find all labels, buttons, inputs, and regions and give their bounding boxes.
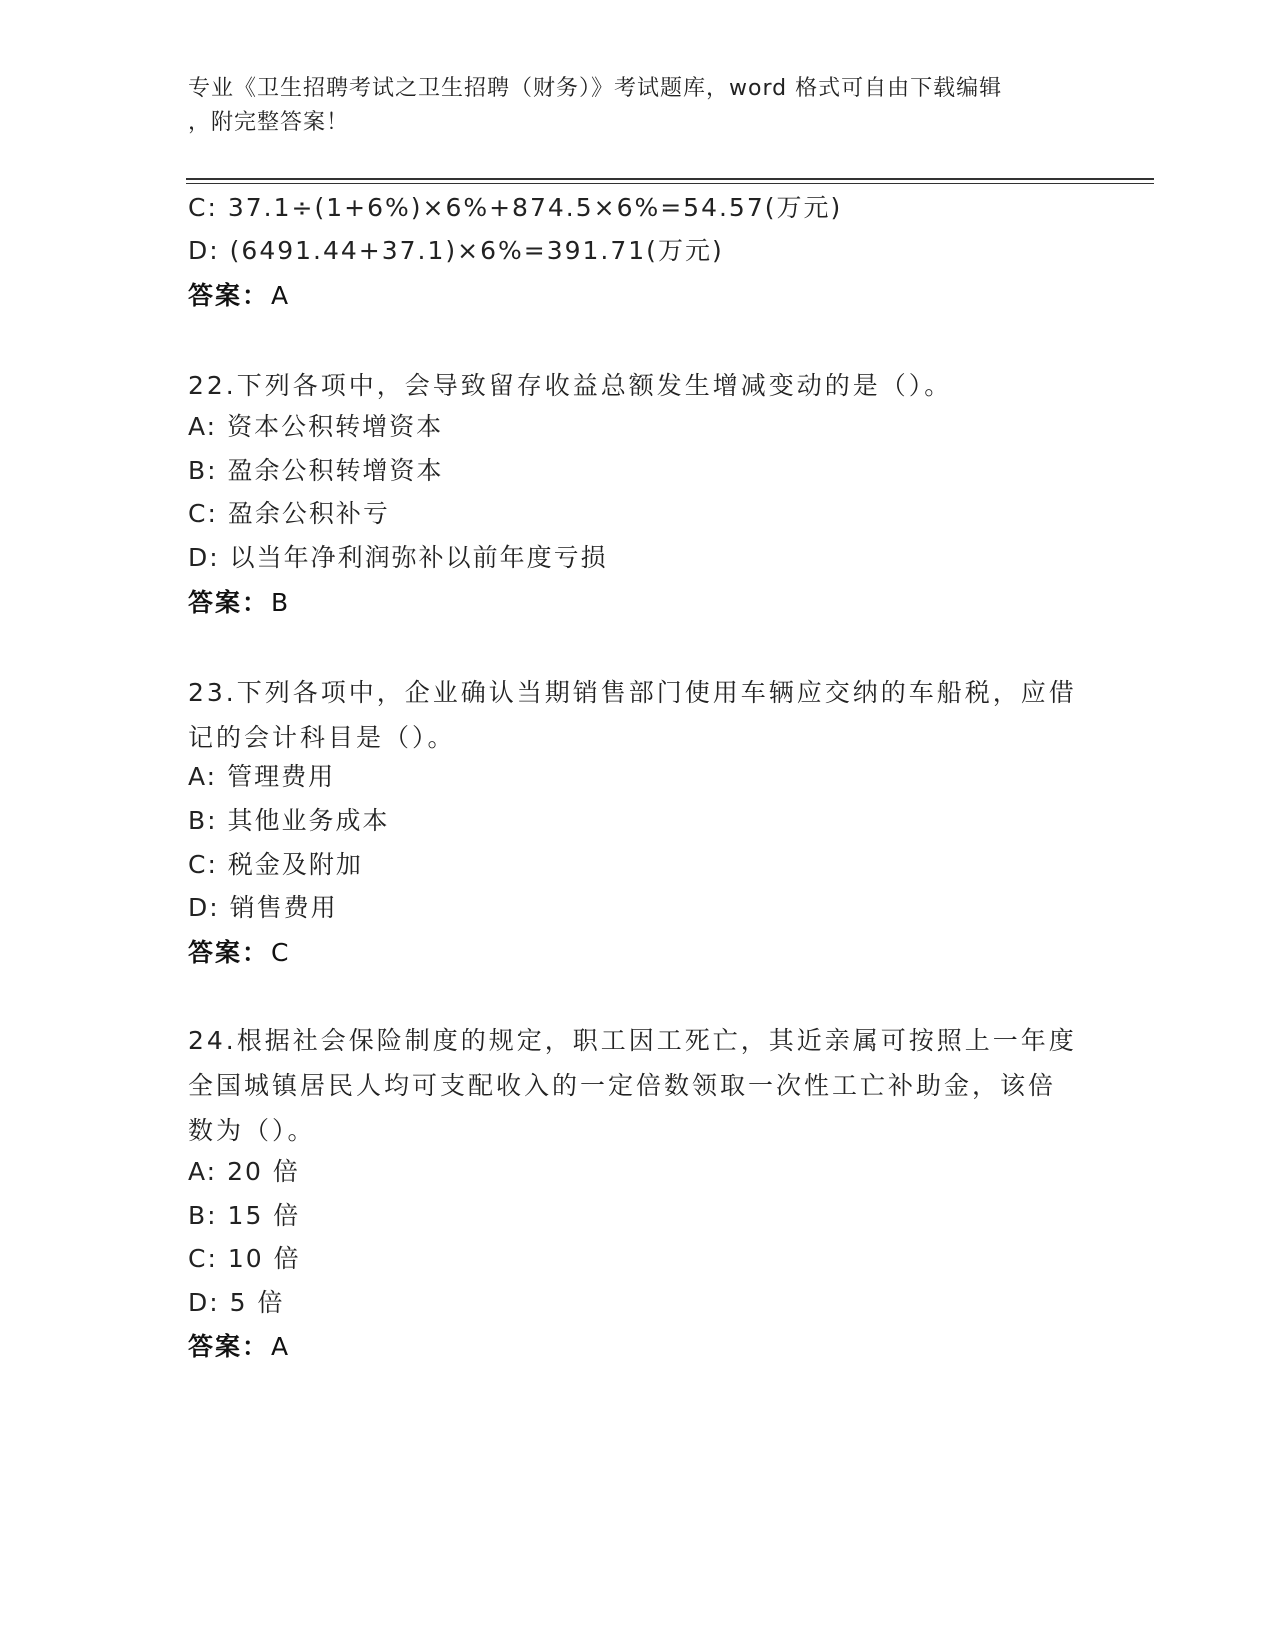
answer-line	[188, 281, 288, 311]
option-separator: :	[206, 1157, 218, 1186]
option-a	[188, 1157, 300, 1187]
answer-line	[188, 1332, 288, 1362]
option-text: 20 倍	[227, 1157, 300, 1186]
option-letter: C	[188, 850, 208, 879]
option-d	[188, 893, 338, 923]
document-header	[188, 72, 1068, 140]
question-number: 22.	[188, 371, 237, 400]
option-text: (6491.44+37.1)×6%=391.71(万元)	[229, 236, 724, 265]
header-divider-thin	[186, 183, 1154, 184]
option-text: 税金及附加	[227, 850, 363, 879]
option-separator: :	[209, 1288, 220, 1317]
option-letter: C	[188, 193, 208, 222]
option-letter: A	[188, 412, 207, 441]
option-separator: :	[207, 193, 218, 222]
option-text: 15 倍	[227, 1201, 301, 1230]
option-d	[188, 1288, 285, 1318]
option-d	[188, 543, 608, 573]
answer-label: 答案：	[188, 588, 270, 617]
option-text: 资本公积转增资本	[227, 412, 444, 441]
option-letter: D	[188, 543, 210, 572]
question-23-stem	[188, 670, 1078, 760]
answer-label: 答案：	[188, 281, 270, 310]
option-letter: C	[188, 1244, 208, 1273]
option-text: 5 倍	[229, 1288, 285, 1317]
option-letter: D	[188, 1288, 210, 1317]
option-letter: A	[188, 762, 207, 791]
option-c	[188, 499, 390, 529]
option-text: 以当年净利润弥补以前年度亏损	[229, 543, 608, 572]
option-letter: D	[188, 893, 210, 922]
option-text: 10 倍	[227, 1244, 301, 1273]
option-a	[188, 412, 443, 442]
option-c	[188, 193, 842, 223]
option-separator: :	[209, 893, 220, 922]
option-separator: :	[207, 456, 218, 485]
option-letter: B	[188, 1201, 208, 1230]
option-text: 盈余公积补亏	[227, 499, 390, 528]
header-line-1: 专业《卫生招聘考试之卫生招聘（财务）》考试题库，word 格式可自由下载编辑	[188, 76, 1003, 101]
option-b	[188, 456, 444, 486]
option-separator: :	[209, 236, 220, 265]
option-separator: :	[207, 806, 218, 835]
option-separator: :	[207, 850, 218, 879]
header-divider-thick	[186, 178, 1154, 180]
option-letter: B	[188, 456, 208, 485]
option-b	[188, 806, 390, 836]
option-letter: C	[188, 499, 208, 528]
question-24-stem	[188, 1018, 1078, 1153]
option-separator: :	[206, 412, 218, 441]
question-22-stem	[188, 363, 1078, 408]
question-number: 24.	[188, 1026, 237, 1055]
option-letter: D	[188, 236, 210, 265]
option-letter: A	[188, 1157, 207, 1186]
option-b	[188, 1201, 300, 1231]
answer-value: A	[271, 281, 289, 310]
option-separator: :	[207, 499, 218, 528]
option-separator: :	[206, 762, 218, 791]
question-text: 根据社会保险制度的规定，职工因工死亡，其近亲属可按照上一年度全国城镇居民人均可支配收入的一定倍数领取一次性工亡补助金，该倍数为（）。	[188, 1026, 1077, 1145]
header-line-2: ，附完整答案！	[188, 110, 350, 135]
option-separator: :	[209, 543, 220, 572]
option-text: 其他业务成本	[227, 806, 390, 835]
answer-label: 答案：	[188, 938, 270, 967]
answer-value: B	[271, 588, 289, 617]
answer-label: 答案：	[188, 1332, 270, 1361]
option-a	[188, 762, 335, 792]
option-text: 销售费用	[229, 893, 338, 922]
option-c	[188, 850, 363, 880]
option-d	[188, 236, 724, 266]
answer-line	[188, 588, 288, 618]
option-text: 管理费用	[227, 762, 336, 791]
option-text: 37.1÷(1+6%)×6%+874.5×6%=54.57(万元)	[227, 193, 843, 222]
option-text: 盈余公积转增资本	[227, 456, 444, 485]
answer-value: C	[271, 938, 289, 967]
question-number: 23.	[188, 678, 237, 707]
option-letter: B	[188, 806, 208, 835]
answer-line	[188, 938, 288, 968]
question-text: 下列各项中，企业确认当期销售部门使用车辆应交纳的车船税，应借记的会计科目是（）。	[188, 678, 1077, 752]
option-separator: :	[207, 1244, 218, 1273]
question-text: 下列各项中，会导致留存收益总额发生增减变动的是（）。	[236, 371, 953, 400]
option-c	[188, 1244, 301, 1274]
answer-value: A	[271, 1332, 289, 1361]
option-separator: :	[207, 1201, 218, 1230]
